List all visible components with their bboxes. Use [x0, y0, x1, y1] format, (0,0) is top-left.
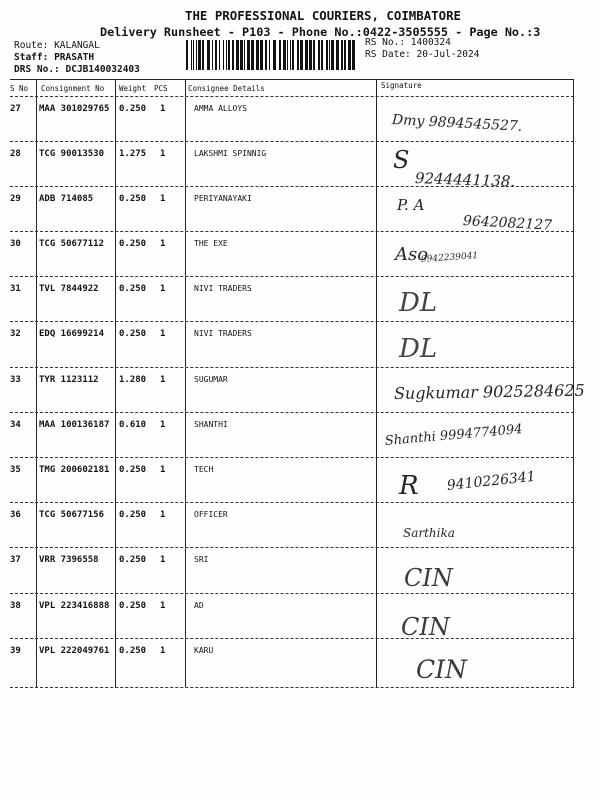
consignment-number: MAA 100136187	[36, 413, 115, 457]
table-row	[10, 142, 574, 191]
table-row	[10, 368, 585, 413]
barcode-bar	[331, 40, 334, 70]
pieces: 1	[160, 645, 166, 656]
column-header-weight: Weight	[115, 80, 152, 96]
consignee-details: SUGUMAR	[185, 368, 376, 412]
consignee-details: OFFICER	[185, 503, 376, 547]
signature-cell	[376, 639, 574, 687]
consignment-number: TMG 200602181	[36, 458, 115, 502]
serial-number: 31	[10, 284, 21, 295]
pieces: 1	[160, 239, 166, 250]
barcode-bar	[318, 40, 320, 70]
pieces: 1	[160, 555, 166, 566]
handwritten-signature-line: Sarthika	[403, 526, 455, 541]
serial-number: 28	[10, 148, 21, 159]
serial-number: 39	[10, 645, 21, 656]
consignment-number: VRR 7396558	[36, 548, 115, 592]
table-row	[10, 187, 574, 232]
pieces: 1	[160, 148, 166, 159]
barcode-bar	[215, 40, 217, 70]
consignee-details: SHANTHI	[185, 413, 376, 457]
barcode	[186, 40, 358, 70]
handwritten-signature-line: Shanthi 9994774094	[384, 421, 524, 449]
barcode-bar	[196, 40, 197, 70]
staff-line	[14, 52, 140, 64]
handwritten-signature-line: 9244441138.	[414, 168, 516, 191]
barcode-bar	[219, 40, 220, 70]
barcode-bar	[336, 40, 339, 70]
handwritten-signature-line: DL	[399, 288, 438, 319]
barcode-bar	[329, 40, 330, 70]
route-line	[14, 40, 140, 52]
weight: 0.250	[115, 187, 152, 231]
handwritten-signature-line: DL	[399, 334, 438, 365]
serial-number: 27	[10, 103, 21, 114]
consignment-number: TCG 50677156	[36, 503, 115, 547]
pieces: 1	[160, 284, 166, 295]
signature-cell	[376, 458, 574, 502]
consignment-number: TVL 7844922	[36, 277, 115, 321]
serial-number: 35	[10, 465, 21, 475]
handwritten-signature-line: S	[393, 145, 410, 174]
drs-number-line	[14, 64, 140, 76]
barcode-bar	[300, 40, 303, 70]
pieces: 1	[160, 465, 166, 475]
serial-number: 37	[10, 555, 21, 566]
barcode-bar	[287, 40, 288, 70]
barcode-bar	[260, 40, 263, 70]
serial-number: 32	[10, 329, 21, 340]
rs-info-block	[365, 37, 479, 61]
table-body	[10, 97, 585, 688]
pieces: 1	[160, 419, 166, 430]
barcode-bar	[279, 40, 281, 70]
table-row	[10, 503, 574, 548]
route-value: KALANGAL	[54, 40, 100, 51]
barcode-bar	[247, 40, 250, 70]
consignee-details: KARU	[185, 639, 376, 687]
table-row	[10, 548, 574, 593]
barcode-bar	[223, 40, 224, 70]
column-header-consignment-no: Consignment No	[36, 80, 115, 96]
table-row	[10, 97, 574, 142]
column-header-signature: Signature	[376, 80, 574, 96]
barcode-bar	[186, 40, 188, 70]
consignee-details: TECH	[185, 458, 376, 502]
weight: 1.280	[115, 368, 152, 412]
barcode-bar	[283, 40, 286, 70]
barcode-bar	[292, 40, 294, 70]
signature-cell	[376, 368, 585, 412]
barcode-bar	[352, 40, 355, 70]
staff-label: Staff:	[14, 52, 49, 63]
weight: 0.250	[115, 232, 152, 276]
barcode-bar	[240, 40, 243, 70]
company-title: THE PROFESSIONAL COURIERS, COIMBATORE	[185, 8, 462, 23]
serial-number: 33	[10, 374, 21, 385]
rs-number-label: RS No.:	[365, 37, 406, 48]
barcode-bar	[202, 40, 204, 70]
pieces: 1	[160, 374, 166, 385]
drs-number-value: DCJB140032403	[65, 64, 140, 75]
barcode-bar	[348, 40, 351, 70]
consignee-details: AD	[185, 594, 376, 638]
weight: 0.250	[115, 503, 152, 547]
barcode-bar	[207, 40, 210, 70]
consignment-number: TYR 1123112	[36, 368, 115, 412]
barcode-bar	[321, 40, 323, 70]
barcode-bar	[265, 40, 267, 70]
weight: 1.275	[115, 142, 152, 186]
table-row	[10, 413, 574, 458]
table-header	[10, 79, 574, 97]
column-header-s-no: S No	[10, 84, 29, 93]
rs-date-line	[365, 49, 479, 61]
consignment-number: EDQ 16699214	[36, 322, 115, 366]
consignee-details: THE EXE	[185, 232, 376, 276]
runsheet-subtitle: Delivery Runsheet - P103 - Phone No.:0422-3505555 - Page No.:3	[100, 25, 541, 39]
weight: 0.250	[115, 639, 152, 687]
barcode-bar	[305, 40, 308, 70]
consignment-number: VPL 222049761	[36, 639, 115, 687]
table-row	[10, 594, 574, 639]
rs-date-label: RS Date:	[365, 49, 411, 60]
weight: 0.250	[115, 458, 152, 502]
signature-cell	[376, 142, 574, 191]
consignee-details: SRI	[185, 548, 376, 592]
table-row	[10, 639, 574, 688]
route-label: Route:	[14, 40, 49, 51]
barcode-bar	[269, 40, 270, 70]
pieces: 1	[160, 193, 166, 204]
pieces: 1	[160, 103, 166, 114]
consignee-details: PERIYANAYAKI	[185, 187, 376, 231]
pieces: 1	[160, 329, 166, 340]
signature-cell	[376, 322, 574, 366]
runsheet-table	[10, 79, 585, 688]
barcode-bar	[226, 40, 227, 70]
barcode-bar	[297, 40, 299, 70]
barcode-bar	[212, 40, 213, 70]
table-row	[10, 232, 574, 277]
drs-number-label: DRS No.:	[14, 64, 60, 75]
pieces: 1	[160, 600, 166, 611]
signature-cell	[376, 97, 574, 141]
consignee-details: NIVI TRADERS	[185, 322, 376, 366]
handwritten-signature-line: R	[399, 471, 419, 501]
rs-number-value: 1400324	[410, 37, 451, 48]
barcode-bar	[236, 40, 239, 70]
barcode-bar	[191, 40, 192, 70]
barcode-bar	[326, 40, 328, 70]
signature-cell	[376, 187, 574, 234]
signature-cell	[376, 594, 574, 641]
handwritten-signature-line: CIN	[404, 564, 453, 593]
barcode-bar	[341, 40, 343, 70]
pieces: 1	[160, 510, 166, 521]
signature-cell	[376, 277, 574, 321]
handwritten-signature-line: 9642082127	[462, 212, 553, 234]
signature-cell	[376, 413, 574, 457]
barcode-bar	[232, 40, 234, 70]
consignee-details: NIVI TRADERS	[185, 277, 376, 321]
table-row	[10, 277, 574, 322]
consignment-number: MAA 301029765	[36, 97, 115, 141]
handwritten-signature-line: 9410226341	[446, 468, 537, 494]
consignee-details: LAKSHMI SPINNIG	[185, 142, 376, 186]
handwritten-signature-line: 9942239041	[420, 251, 479, 266]
column-header-pcs: PCS	[154, 84, 168, 93]
consignment-number: TCG 90013530	[36, 142, 115, 186]
weight: 0.250	[115, 97, 152, 141]
serial-number: 36	[10, 510, 21, 521]
weight: 0.250	[115, 322, 152, 366]
barcode-bar	[309, 40, 312, 70]
serial-number: 30	[10, 239, 21, 250]
barcode-bar	[273, 40, 276, 70]
handwritten-signature-line: P. A	[397, 195, 425, 214]
rs-date-value: 20-Jul-2024	[416, 49, 480, 60]
weight: 0.250	[115, 277, 152, 321]
serial-number: 29	[10, 193, 21, 204]
weight: 0.250	[115, 594, 152, 638]
handwritten-signature-line: CIN	[401, 612, 450, 641]
signature-cell	[376, 232, 574, 276]
consignment-number: VPL 223416888	[36, 594, 115, 638]
barcode-bar	[344, 40, 346, 70]
staff-value: PRASATH	[54, 52, 95, 63]
barcode-bar	[256, 40, 259, 70]
handwritten-signature-line: Aso	[395, 244, 429, 266]
barcode-bar	[193, 40, 194, 70]
consignment-number: TCG 50677112	[36, 232, 115, 276]
barcode-bar	[198, 40, 201, 70]
serial-number: 38	[10, 600, 21, 611]
signature-cell	[376, 503, 574, 547]
table-row	[10, 458, 574, 503]
barcode-bar	[290, 40, 291, 70]
barcode-bar	[251, 40, 254, 70]
table-row	[10, 322, 574, 367]
barcode-bar	[244, 40, 245, 70]
column-header-consignee-details: Consignee Details	[185, 80, 376, 96]
barcode-bar	[313, 40, 315, 70]
handwritten-signature-line: Dmy 9894545527.	[391, 111, 523, 135]
handwritten-signature-line: CIN	[416, 654, 467, 684]
weight: 0.250	[115, 548, 152, 592]
weight: 0.610	[115, 413, 152, 457]
serial-number: 34	[10, 419, 21, 430]
consignment-number: ADB 714085	[36, 187, 115, 231]
handwritten-signature-line: Sugkumar 9025284625	[393, 380, 585, 403]
route-staff-block	[14, 40, 140, 76]
barcode-bar	[228, 40, 230, 70]
signature-cell	[376, 548, 574, 592]
rs-number-line	[365, 37, 479, 49]
consignee-details: AMMA ALLOYS	[185, 97, 376, 141]
